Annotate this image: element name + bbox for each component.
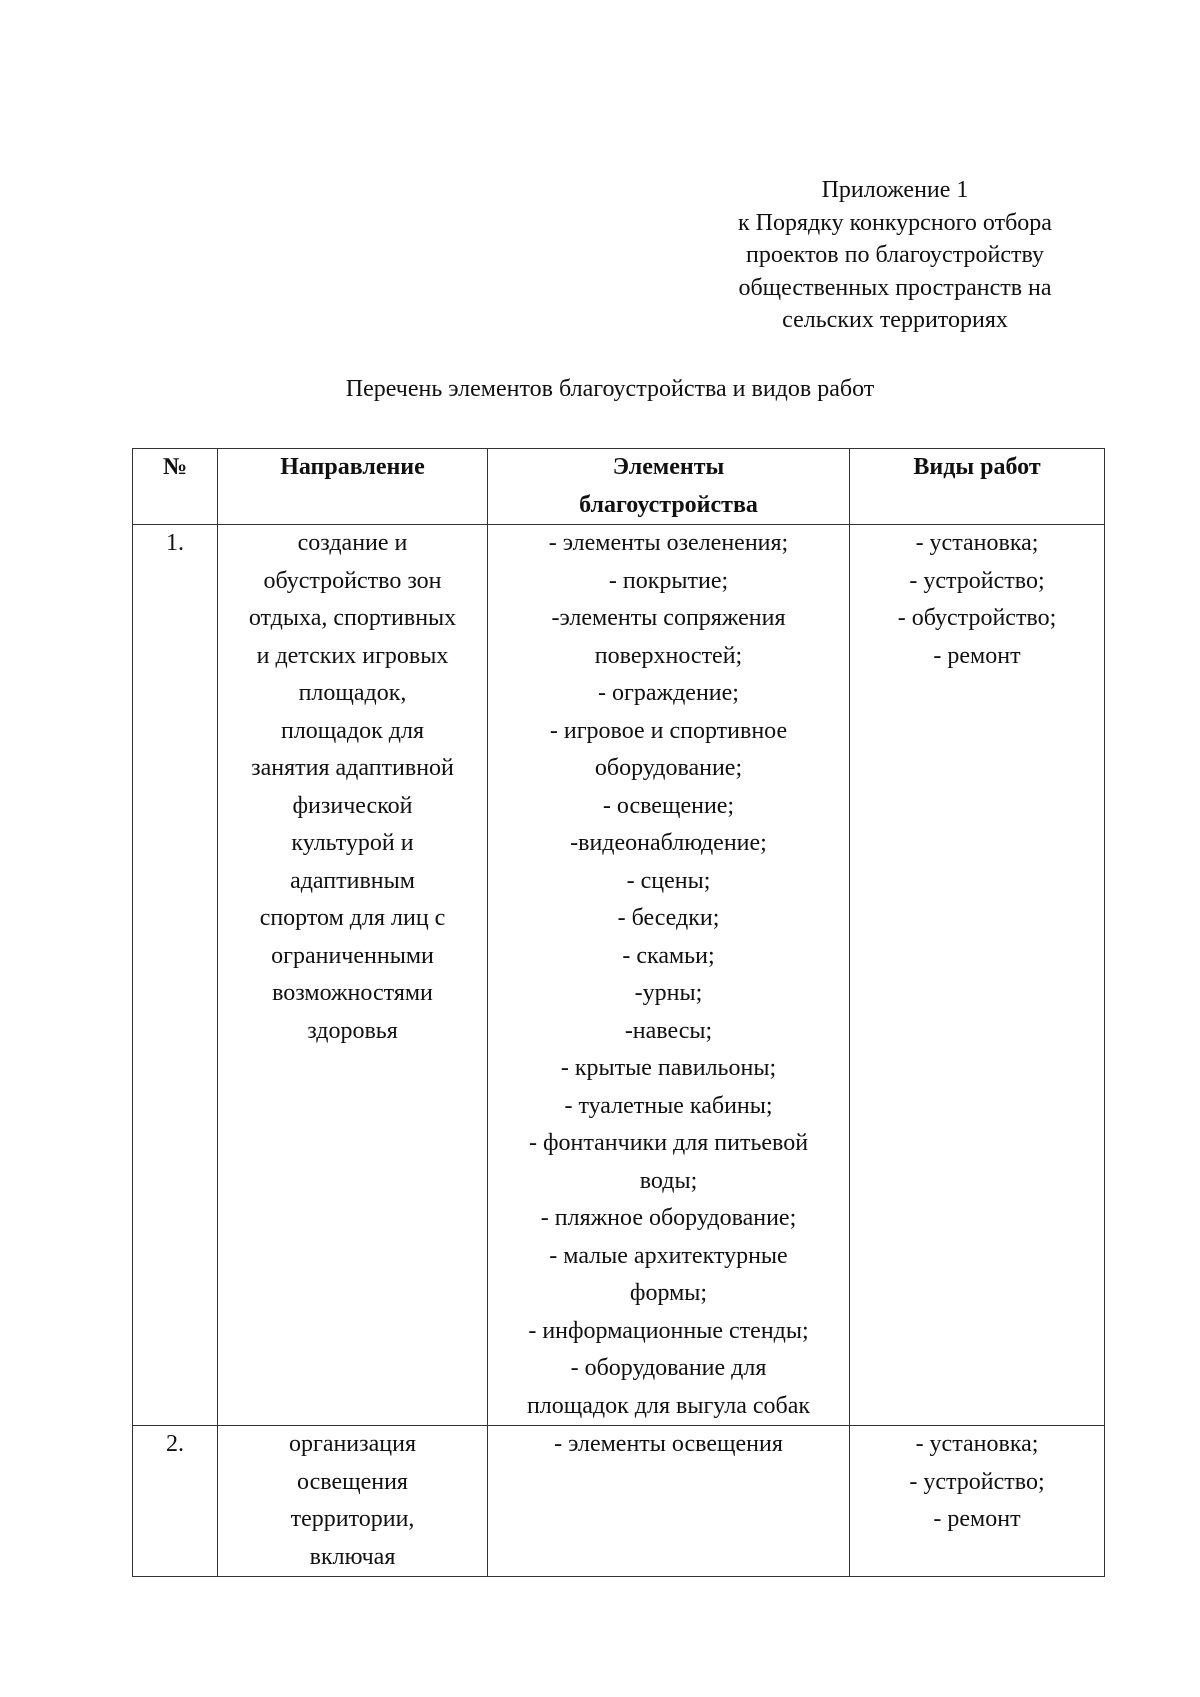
element-line: - оборудование для bbox=[570, 1355, 767, 1381]
table-header-row bbox=[133, 449, 1105, 525]
cell-works bbox=[850, 1426, 1105, 1577]
appendix-header bbox=[700, 174, 1090, 337]
table-row bbox=[133, 1426, 1105, 1577]
header-elements bbox=[488, 449, 850, 525]
element-line: -навесы; bbox=[624, 1017, 713, 1044]
direction-line: включая bbox=[309, 1543, 396, 1570]
direction-line: физической bbox=[292, 792, 413, 819]
direction-line: отдыха, спортивных bbox=[248, 605, 457, 631]
direction-line: создание и bbox=[297, 530, 408, 556]
element-line: - пляжное оборудование; bbox=[540, 1205, 797, 1231]
element-line: воды; bbox=[639, 1167, 698, 1194]
direction-line: культурой и bbox=[291, 830, 414, 856]
element-line: площадок для выгула собак bbox=[526, 1392, 811, 1419]
work-line: - ремонт bbox=[933, 1506, 1021, 1532]
cell-direction bbox=[218, 525, 488, 1426]
cell-num: 1. bbox=[133, 525, 218, 1426]
element-line: - скамьи; bbox=[622, 942, 715, 969]
header-elements-line: Элементы bbox=[612, 454, 725, 480]
table-row bbox=[133, 525, 1105, 1426]
work-line: - ремонт bbox=[933, 642, 1021, 669]
appendix-line: к Порядку конкурсного отбора bbox=[738, 209, 1052, 236]
direction-line: площадок для bbox=[280, 717, 425, 744]
cell-num: 2. bbox=[133, 1426, 218, 1577]
element-line: - сцены; bbox=[626, 867, 711, 894]
direction-line: здоровья bbox=[307, 1017, 398, 1044]
element-line: - игровое и спортивное bbox=[549, 717, 788, 744]
appendix-line: проектов по благоустройству bbox=[746, 242, 1044, 268]
appendix-line: общественных пространств на bbox=[738, 274, 1052, 301]
cell-elements bbox=[488, 1426, 850, 1577]
element-line: оборудование; bbox=[594, 755, 743, 781]
element-line: - туалетные кабины; bbox=[564, 1092, 773, 1119]
work-line: - устройство; bbox=[909, 567, 1045, 594]
work-line: - установка; bbox=[915, 1431, 1039, 1457]
work-line: - обустройство; bbox=[897, 605, 1057, 631]
appendix-line: Приложение 1 bbox=[821, 177, 969, 203]
element-line: - покрытие; bbox=[608, 567, 729, 594]
direction-line: освещения bbox=[297, 1468, 408, 1495]
cell-works bbox=[850, 525, 1105, 1426]
element-line: - элементы освещения bbox=[554, 1431, 783, 1457]
cell-direction bbox=[218, 1426, 488, 1577]
element-line: -урны; bbox=[634, 980, 703, 1006]
header-elements-line: благоустройства bbox=[579, 491, 758, 518]
direction-line: обустройство зон bbox=[263, 567, 442, 594]
direction-line: спортом для лиц с bbox=[259, 905, 446, 931]
work-line: - устройство; bbox=[909, 1468, 1045, 1495]
element-line: -элементы сопряжения bbox=[551, 605, 786, 631]
works-table bbox=[132, 448, 1105, 1577]
element-line: - крытые павильоны; bbox=[560, 1055, 777, 1081]
direction-line: ограниченными bbox=[271, 942, 434, 969]
element-line: - беседки; bbox=[617, 905, 720, 931]
direction-line: возможностями bbox=[272, 980, 433, 1006]
header-num: № bbox=[133, 449, 218, 525]
element-line: -видеонаблюдение; bbox=[570, 830, 767, 856]
element-line: - малые архитектурные bbox=[549, 1242, 788, 1269]
direction-line: площадок, bbox=[298, 680, 407, 706]
element-line: - освещение; bbox=[602, 792, 735, 819]
element-line: - элементы озеленения; bbox=[548, 530, 789, 556]
element-line: - ограждение; bbox=[598, 680, 739, 706]
header-direction: Направление bbox=[218, 449, 488, 525]
direction-line: территории, bbox=[290, 1506, 415, 1532]
direction-line: организация bbox=[288, 1431, 417, 1457]
element-line: - фонтанчики для питьевой bbox=[528, 1130, 809, 1156]
element-line: формы; bbox=[629, 1280, 708, 1306]
direction-line: адаптивным bbox=[290, 867, 415, 894]
header-works: Виды работ bbox=[850, 449, 1105, 525]
element-line: - информационные стенды; bbox=[528, 1317, 809, 1344]
cell-elements bbox=[488, 525, 850, 1426]
direction-line: занятия адаптивной bbox=[251, 755, 454, 781]
direction-line: и детских игровых bbox=[256, 642, 449, 669]
appendix-line: сельских территориях bbox=[782, 307, 1008, 333]
element-line: поверхностей; bbox=[594, 642, 743, 669]
document-title: Перечень элементов благоустройства и видов работ bbox=[345, 376, 875, 402]
work-line: - установка; bbox=[915, 530, 1039, 556]
